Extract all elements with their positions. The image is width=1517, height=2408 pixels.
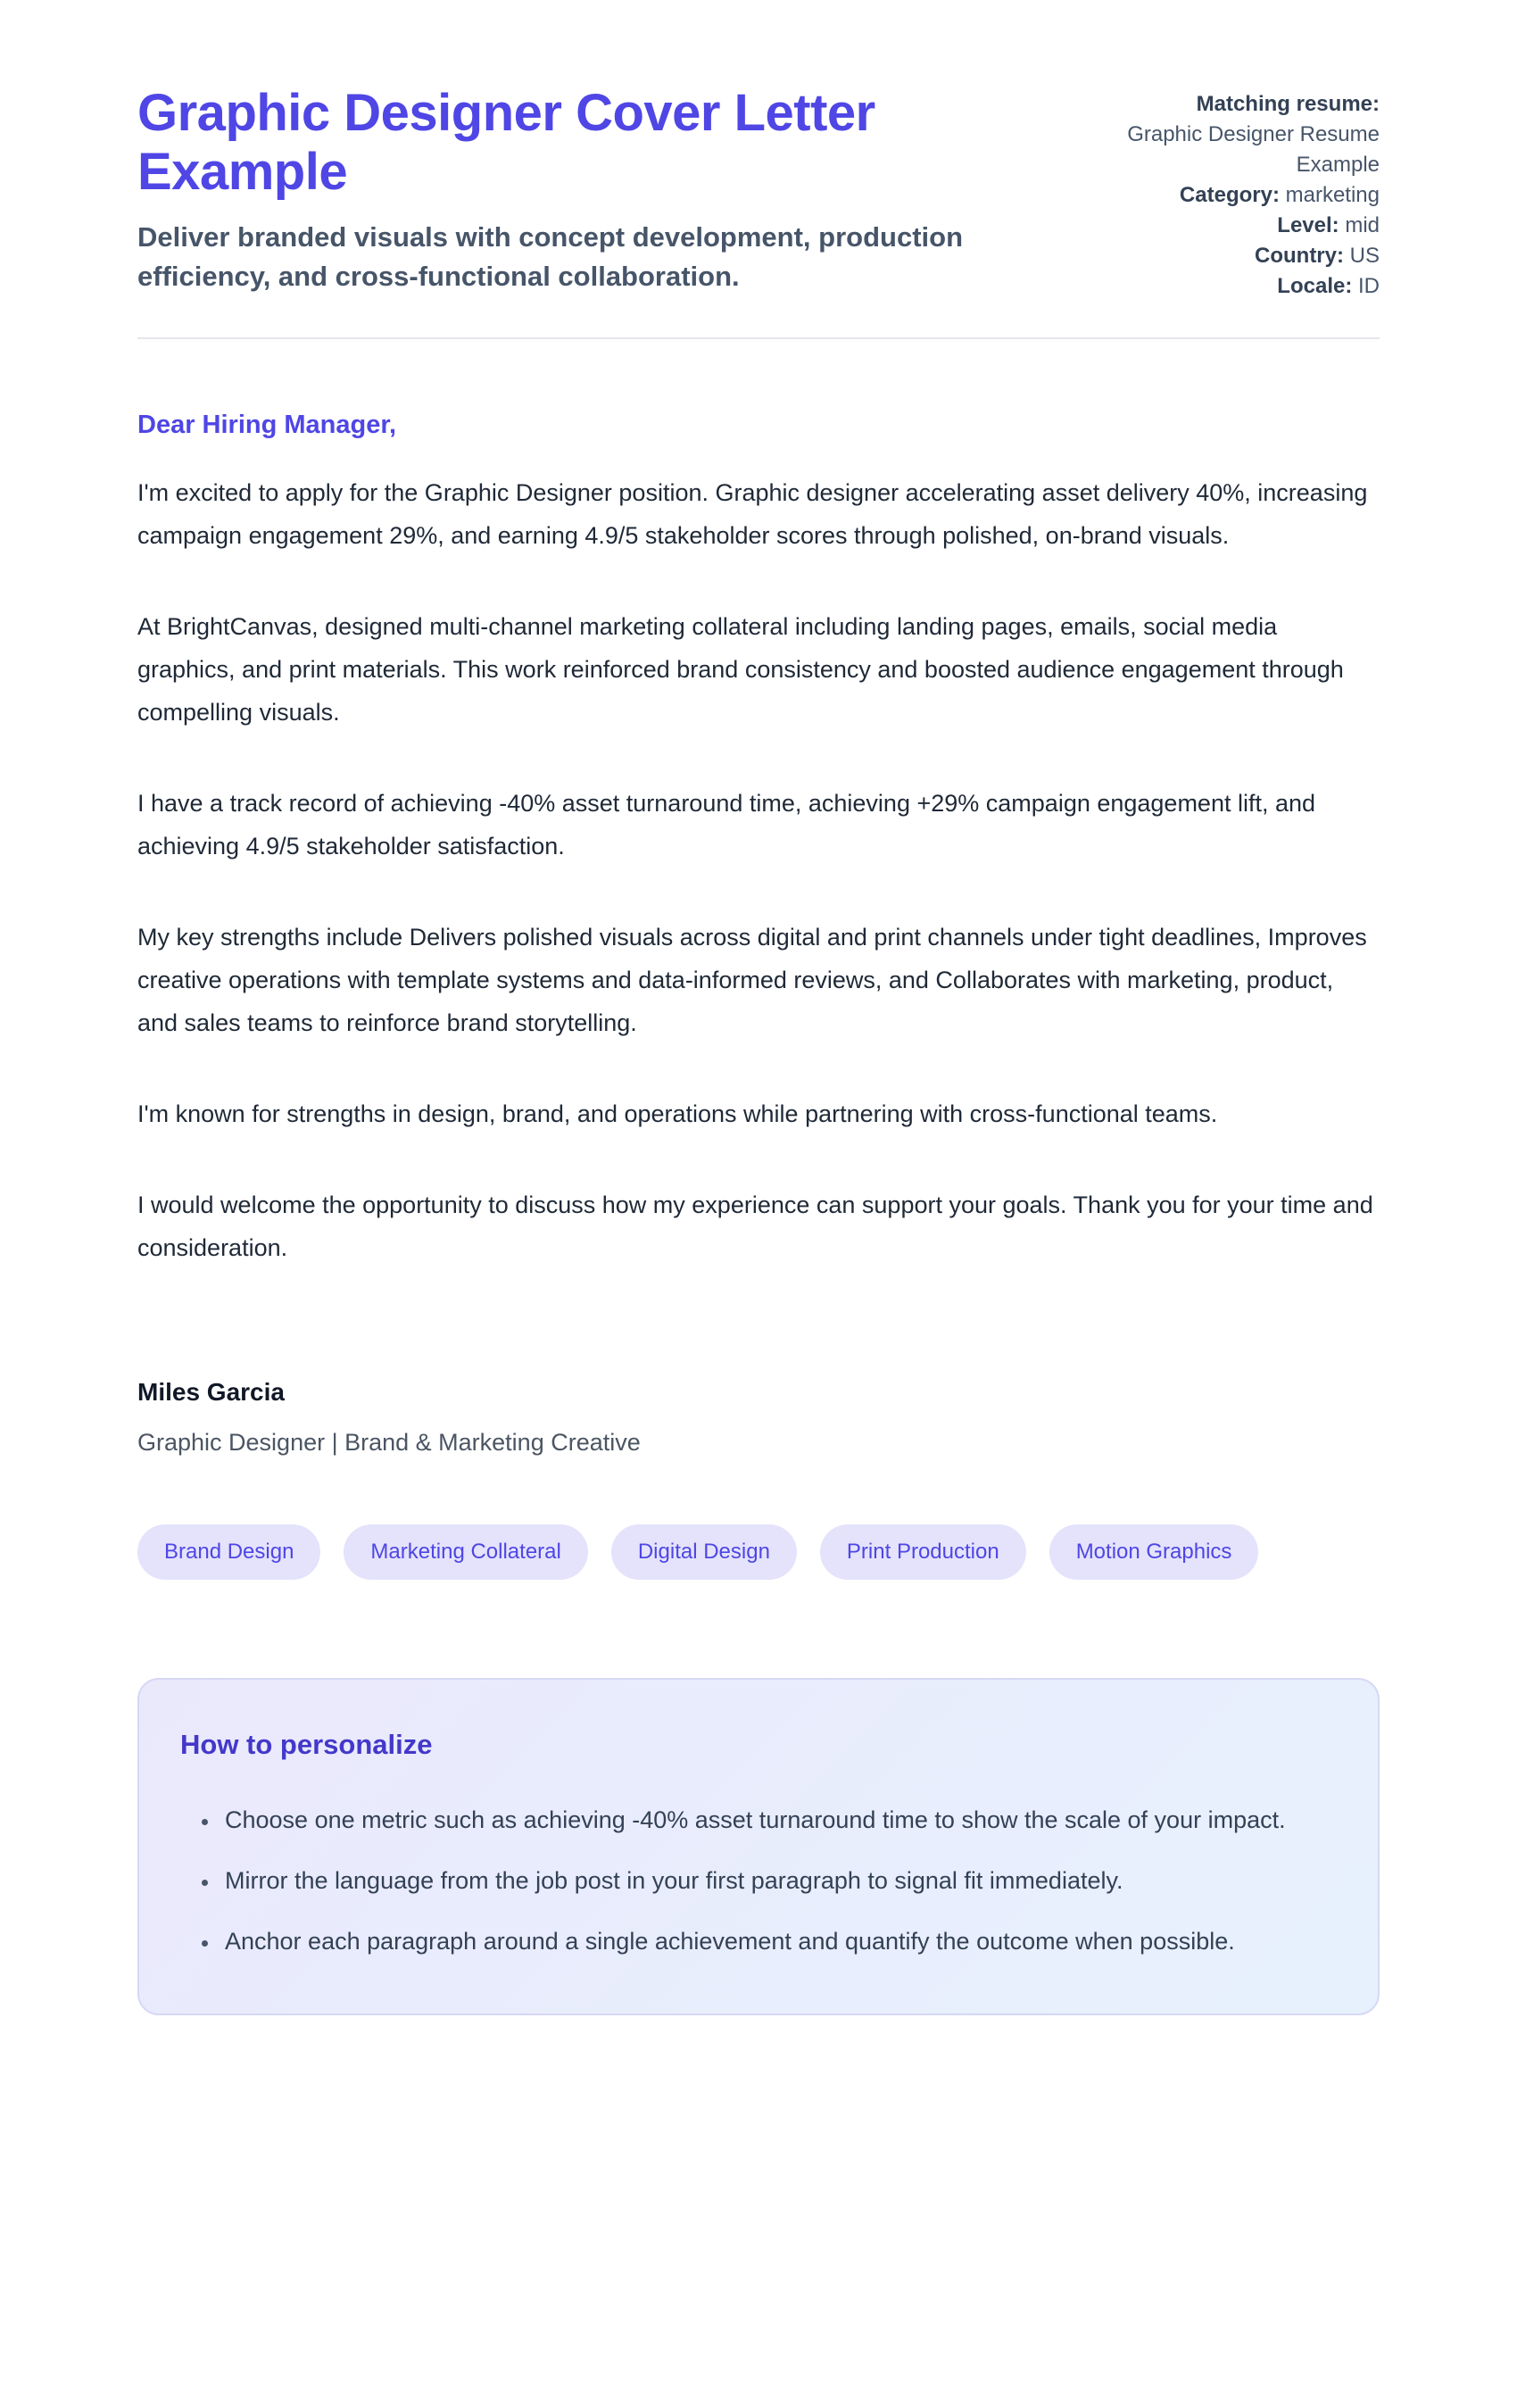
letter-paragraph-4: My key strengths include Delivers polished visuals across digital and print channels under tight deadlines, Improves creative operations with template systems and data-informed reviews, and Collaborates with marketing, product, and sales teams to reinforce brand storytelling. — [137, 924, 1367, 1036]
signature-name: Miles Garcia — [137, 1378, 285, 1406]
page-subtitle: Deliver branded visuals with concept development, production efficiency, and cross-functional collaboration. — [137, 221, 964, 292]
personalize-tip-3: • Anchor each paragraph around a single achievement and quantify the outcome when possible. — [220, 1919, 1333, 1964]
skill-tag-print-production: Print Production — [820, 1524, 1026, 1580]
meta-row-level — [1058, 211, 1380, 241]
page-header — [137, 84, 1380, 302]
personalize-box — [137, 1678, 1380, 2015]
header-title-block — [137, 84, 1012, 296]
meta-row-category — [1058, 180, 1380, 211]
meta-matching-resume — [1058, 89, 1380, 180]
country-label: Country: — [1255, 244, 1344, 268]
locale-value: ID — [1358, 274, 1380, 298]
meta-panel — [1058, 84, 1380, 302]
letter-paragraph-3: I have a track record of achieving -40% asset turnaround time, achieving +29% campaign engagement lift, and achieving 4.9/5 stakeholder satisfaction. — [137, 790, 1316, 859]
letter-paragraph-5: I'm known for strengths in design, brand, and operations while partnering with cross-functional teams. — [137, 1100, 1218, 1127]
locale-label: Locale: — [1277, 274, 1353, 298]
signature-role: Graphic Designer | Brand & Marketing Creative — [137, 1429, 641, 1456]
personalize-heading: How to personalize — [180, 1729, 433, 1760]
country-value: US — [1349, 244, 1380, 268]
category-label: Category: — [1179, 183, 1280, 207]
meta-row-locale — [1058, 271, 1380, 302]
skill-tag-brand-design: Brand Design — [137, 1524, 320, 1580]
letter-paragraph-2: At BrightCanvas, designed multi-channel marketing collateral including landing pages, emails, social media graphics, and print materials. This work reinforced brand consistency and boosted audience engagement through compelling visuals. — [137, 613, 1344, 726]
personalize-tip-1: • Choose one metric such as achieving -40% asset turnaround time to show the scale of your impact. — [220, 1798, 1333, 1842]
letter-paragraph-1: I'm excited to apply for the Graphic Designer position. Graphic designer accelerating asset delivery 40%, increasing campaign engagement 29%, and earning 4.9/5 stakeholder scores through polished, on-brand visuals. — [137, 479, 1368, 549]
letter-paragraph-6: I would welcome the opportunity to discuss how my experience can support your goals. Thank you for your time and consideration. — [137, 1192, 1373, 1261]
matching-resume-link[interactable]: Graphic Designer Resume Example — [1127, 122, 1380, 177]
level-value: mid — [1345, 213, 1380, 237]
matching-resume-label: Matching resume: — [1196, 92, 1380, 116]
personalize-tips-list — [180, 1798, 1333, 1964]
skill-tag-digital-design: Digital Design — [611, 1524, 797, 1580]
skill-tag-motion-graphics: Motion Graphics — [1049, 1524, 1259, 1580]
meta-row-country — [1058, 241, 1380, 271]
level-label: Level: — [1277, 213, 1339, 237]
skill-tag-marketing-collateral: Marketing Collateral — [344, 1524, 587, 1580]
letter-body — [137, 407, 1380, 1460]
letter-greeting: Dear Hiring Manager, — [137, 411, 397, 439]
skill-tags — [137, 1524, 1380, 1580]
personalize-tip-2: • Mirror the language from the job post in your first paragraph to signal fit immediately. — [220, 1858, 1333, 1903]
header-divider — [137, 337, 1380, 339]
category-value: marketing — [1285, 183, 1380, 207]
page-title: Graphic Designer Cover Letter Example — [137, 84, 875, 201]
